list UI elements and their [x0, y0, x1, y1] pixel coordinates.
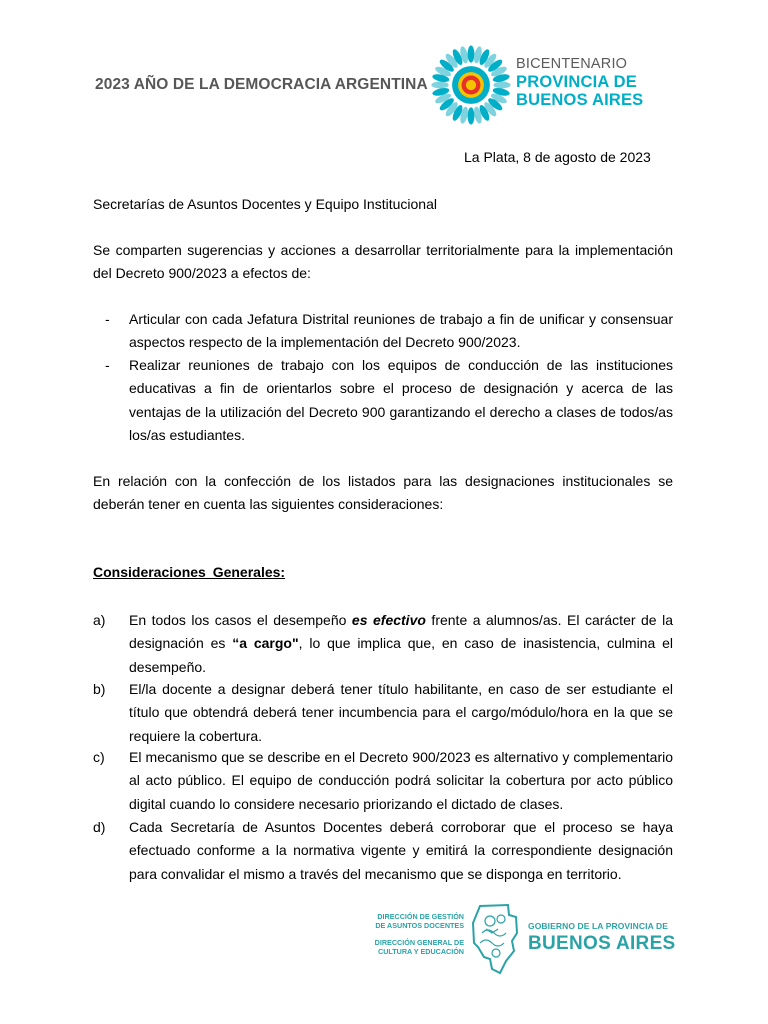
sun-ray: [431, 82, 448, 89]
bullet-text: Articular con cada Jefatura Distrital reuniones de trabajo a fin de unificar y consensuar aspectos respecto de la implementación del Decreto 900/2023.: [129, 311, 673, 351]
bullet-marker: -: [105, 357, 110, 373]
sun-ray: [468, 107, 475, 124]
bicentenario-wordmark: [516, 57, 643, 109]
dependencia-line: DIRECCIÓN GENERAL DE: [374, 938, 464, 947]
bullet-item: [93, 354, 673, 447]
section-title: Consideraciones Generales:: [93, 564, 286, 580]
bullet-text: Realizar reuniones de trabajo con los equipos de conducción de las instituciones educativas a fin de orientarlos sobre el proceso de designación y acerca de las ventajas de la utilización del Decreto 900 garantizando el derecho a clases de todos/as los/as estudiantes.: [129, 357, 673, 443]
bicentenario-sun-logo: [428, 42, 514, 128]
listados-paragraph: En relación con la confección de los listados para las designaciones institucionales se deberán tener en cuenta las siguientes consideraciones:: [93, 473, 673, 513]
dependencia-line: DE ASUNTOS DOCENTES: [375, 921, 464, 930]
provincia-line: BUENOS AIRES: [528, 932, 676, 954]
intro-paragraph: Se comparten sugerencias y acciones a desarrollar territorialmente para la implementación del Decreto 900/2023 a efectos de:: [93, 242, 673, 282]
item-text: El mecanismo que se describe en el Decreto 900/2023 es alternativo y complementario al acto público. El equipo de conducción podrá solicitar la cobertura por acto público digital cuando lo considere necesario priorizando el dictado de clases.: [129, 749, 673, 812]
text-run: frente a alumnos/as. El carácter de la designación es: [129, 612, 673, 652]
year-motto: 2023 AÑO DE LA DEMOCRACIA ARGENTINA: [95, 76, 428, 93]
consideration-d: [93, 816, 673, 886]
date-line: La Plata, 8 de agosto de 2023: [464, 149, 651, 165]
logo-line-3: BUENOS AIRES: [516, 91, 644, 109]
province-map-icon: [470, 903, 520, 975]
item-marker: a): [93, 612, 106, 628]
bullet-item: [93, 308, 673, 355]
item-marker: b): [93, 681, 106, 697]
footer-logos: [360, 903, 680, 983]
consideration-c: [93, 746, 673, 816]
item-marker: c): [93, 749, 105, 765]
dependencia-line: CULTURA Y EDUCACIÓN: [378, 947, 464, 956]
gobierno-line: GOBIERNO DE LA PROVINCIA DE: [528, 921, 668, 931]
dependencia-line: DIRECCIÓN DE GESTIÓN: [377, 912, 464, 921]
logo-line-2: PROVINCIA DE: [516, 72, 637, 91]
emphasis-text: es efectivo: [351, 612, 426, 628]
logo-line-1: BICENTENARIO: [516, 56, 628, 72]
strong-text: “a cargo": [232, 635, 299, 652]
consideration-a: [93, 609, 673, 679]
item-marker: d): [93, 819, 106, 835]
gobierno-wordmark: [528, 922, 676, 953]
sun-ray: [493, 82, 510, 89]
text-run: , lo que implica que, en caso de inasistencia, culmina el desempeño.: [129, 635, 674, 675]
dependencias-text: [360, 912, 464, 956]
sun-ray: [468, 45, 475, 62]
item-text: El/la docente a designar deberá tener título habilitante, en caso de ser estudiante el título que obtendrá deberá tener incumbencia para el cargo/módulo/hora en la que se requiere la cobertura.: [129, 681, 673, 744]
item-text: Cada Secretaría de Asuntos Docentes deberá corroborar que el proceso se haya efectuado conforme a la normativa vigente y emitirá la correspondiente designación para convalidar el mismo a través del mecanismo que se disponga en territorio.: [129, 819, 673, 882]
consideration-b: [93, 678, 673, 748]
text-run: En todos los casos el desempeño: [129, 612, 352, 628]
item-text: [129, 609, 673, 679]
recipient-line: Secretarías de Asuntos Docentes y Equipo Institucional: [93, 196, 437, 212]
bullet-marker: -: [105, 311, 110, 327]
